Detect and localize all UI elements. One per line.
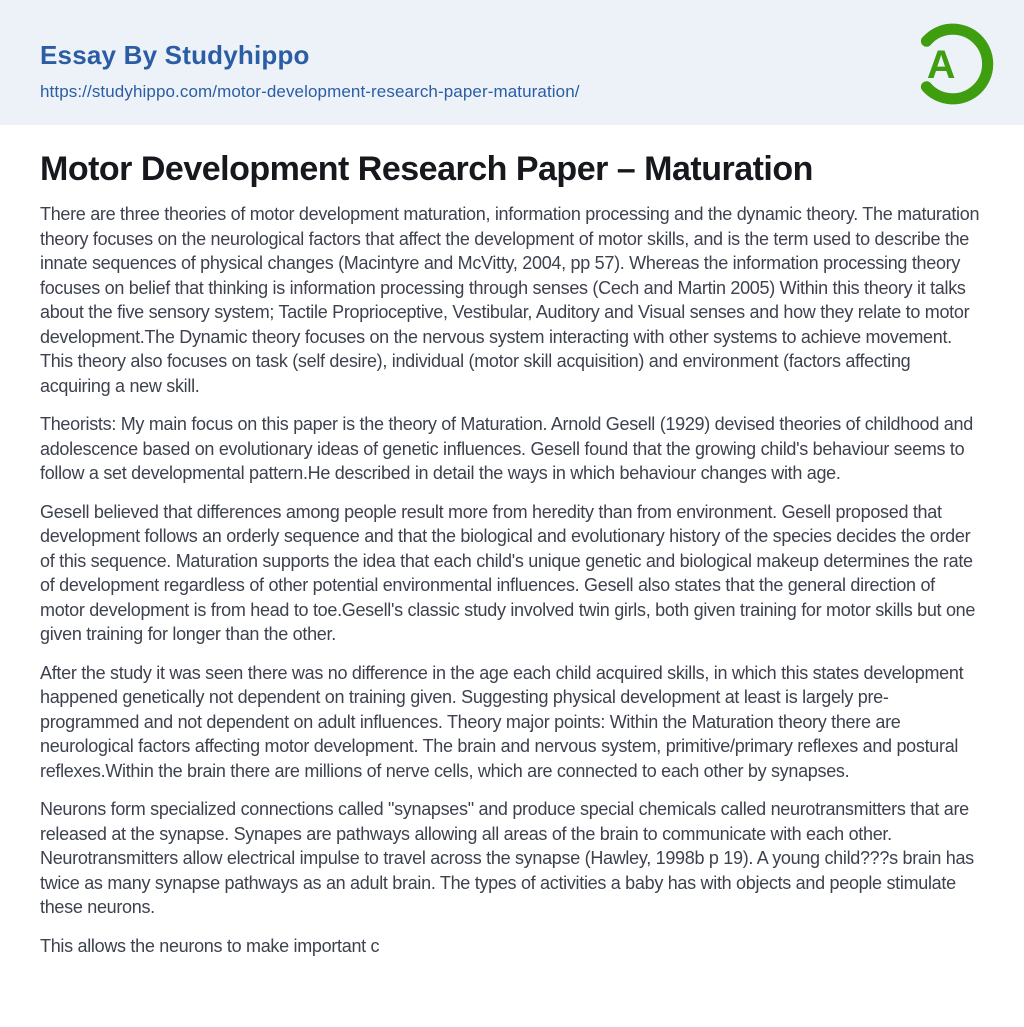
logo-arc-icon <box>908 21 994 107</box>
studyhippo-logo <box>908 21 994 107</box>
article-title: Motor Development Research Paper – Maturation <box>40 150 813 188</box>
paragraph-neurons: Neurons form specialized connections called "synapses" and produce special chemicals called neurotransmitters that are released at the synapse. Synapes are pathways allowing all areas of the brain to communicate with each other. Neurotransmitters allow electrical impulse to travel across the synapse (Hawley, 1998b p 19). A young child???s brain has twice as many synapse pathways as an adult brain. The types of activities a baby has with objects and people stimulate these neurons. <box>40 799 974 917</box>
article-body <box>40 202 984 958</box>
paragraph-theorists: Theorists: My main focus on this paper is the theory of Maturation. Arnold Gesell (1929) devised theories of childhood and adolescence based on evolutionary ideas of genetic influences. Gesell found that the growing child's behaviour seems to follow a set developmental pattern.He described in detail the ways in which behaviour changes with age. <box>40 414 973 483</box>
paragraph-study-results: After the study it was seen there was no difference in the age each child acquired skills, in which this states development happened genetically not dependent on training given. Suggesting physical development at least is largely pre-programmed and not dependent on adult influences. Theory major points: Within the Maturation theory there are neurological factors affecting motor development. The brain and nervous system, primitive/primary reflexes and postural reflexes.Within the brain there are millions of nerve cells, which are connected to each other by synapses. <box>40 662 964 781</box>
paragraph-truncated-last: This allows the neurons to make important c <box>40 935 380 956</box>
article-content <box>0 125 1024 958</box>
paragraph-gesell-heredity: Gesell believed that differences among people result more from heredity than from environment. Gesell proposed that development follows an orderly sequence and that the biological and evolutionary history of the species decides the order of this sequence. Maturation supports the idea that each child's unique genetic and biological makeup determines the rate of development regardless of other potential environmental influences. Gesell also states that the general direction of motor development is from head to toe.Gesell's classic study involved twin girls, both given training for motor skills but one given training for longer than the other. <box>40 501 976 644</box>
logo-letter-a: A <box>926 42 956 87</box>
site-title: Essay By Studyhippo <box>40 40 310 70</box>
paragraph-intro-theories: There are three theories of motor development maturation, information processing and the dynamic theory. The maturation theory focuses on the neurological factors that affect the development of motor skills, and is the term used to describe the innate sequences of physical changes (Macintyre and McVitty, 2004, pp 57). Whereas the information processing theory focuses on belief that thinking is information processing through senses (Cech and Martin 2005) Within this theory it talks about the five sensory system; Tactile Proprioceptive, Vestibular, Auditory and Visual senses and how they relate to motor development.The Dynamic theory focuses on the nervous system interacting with other systems to achieve movement. This theory also focuses on task (self desire), individual (motor skill acquisition) and environment (factors affecting acquiring a new skill. <box>40 204 980 396</box>
page-header <box>0 0 1024 125</box>
source-url-link[interactable]: https://studyhippo.com/motor-development-research-paper-maturation/ <box>40 82 580 101</box>
